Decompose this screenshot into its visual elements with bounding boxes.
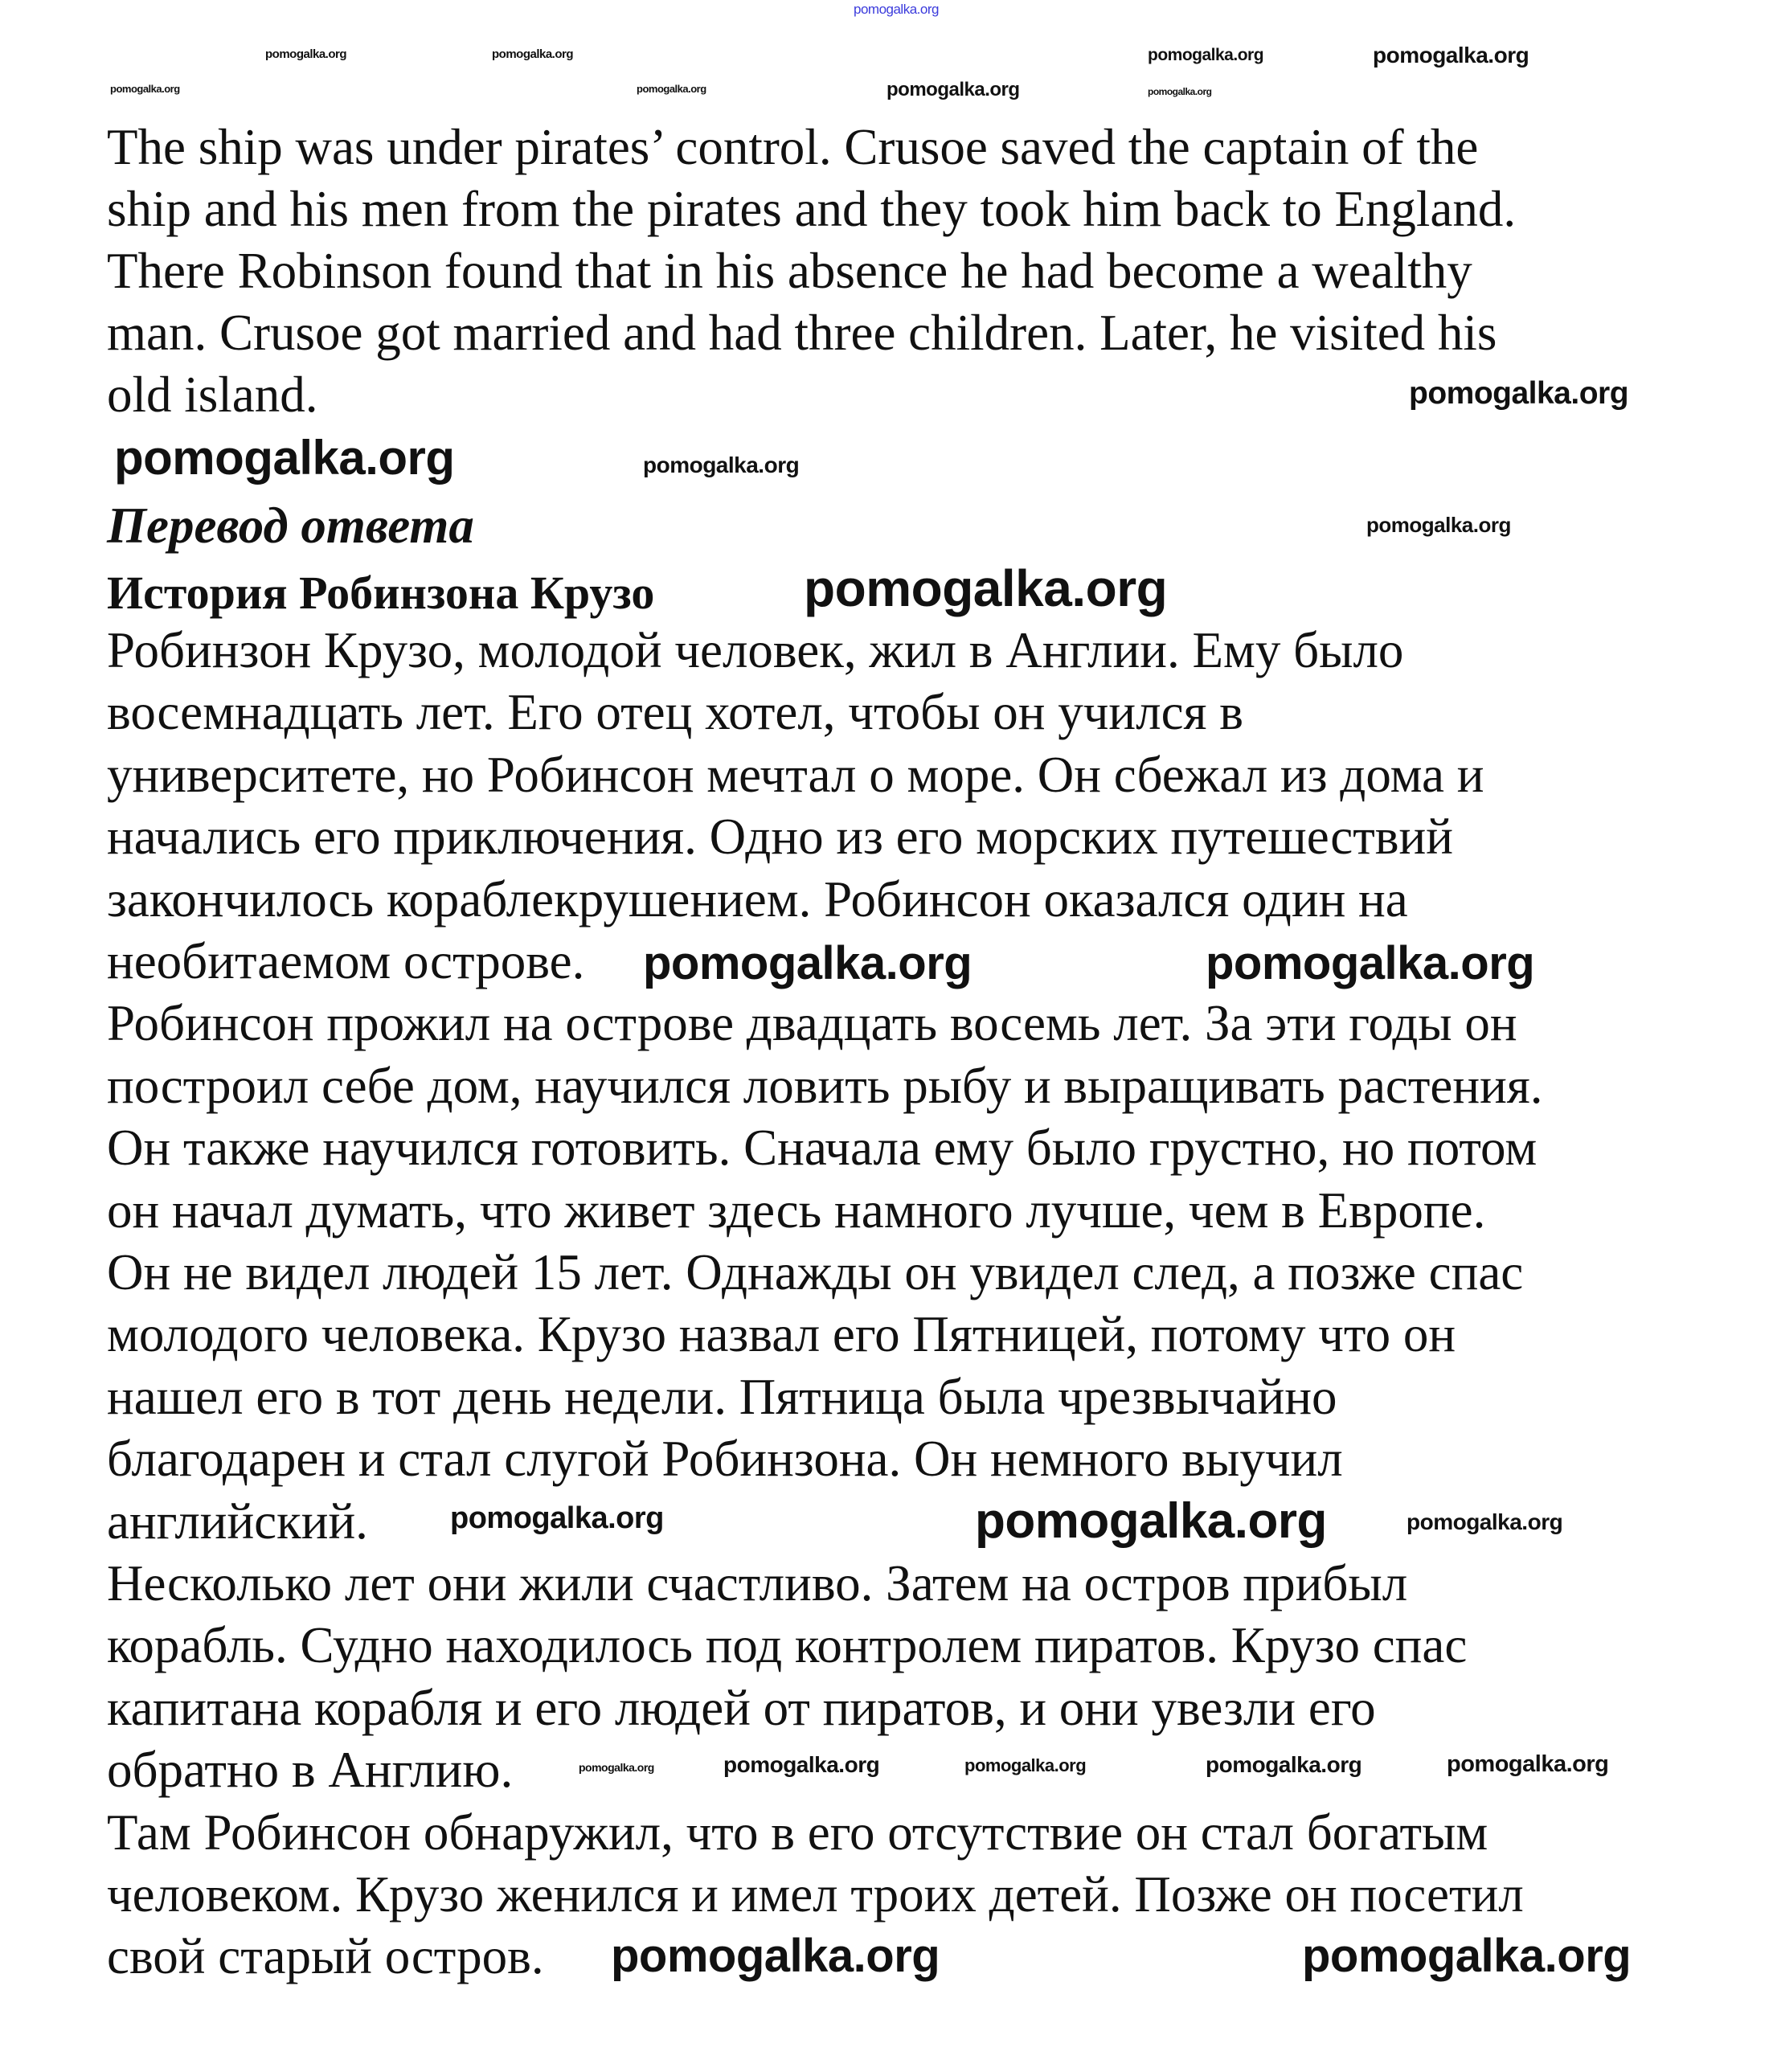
- russian-text-line: закончилось кораблекрушением. Робинсон оказался один на: [107, 871, 1408, 927]
- russian-text-line: Он также научился готовить. Сначала ему было грустно, но потом: [107, 1120, 1538, 1176]
- russian-text-line: Несколько лет они жили счастливо. Затем на остров прибыл: [107, 1555, 1408, 1611]
- russian-text-line: корабль. Судно находилось под контролем пиратов. Крузо спас: [107, 1617, 1468, 1673]
- watermark: pomogalka.org: [886, 79, 1020, 100]
- watermark: pomogalka.org: [1148, 86, 1212, 97]
- russian-text-line: нашел его в тот день недели. Пятница была чрезвычайно: [107, 1369, 1337, 1425]
- watermark: pomogalka.org: [1206, 937, 1535, 989]
- watermark: pomogalka.org: [492, 47, 574, 61]
- translation-heading: Перевод ответа: [107, 498, 474, 554]
- russian-text-line: он начал думать, что живет здесь намного лучше, чем в Европе.: [107, 1182, 1486, 1239]
- russian-text-line: восемнадцать лет. Его отец хотел, чтобы он учился в: [107, 684, 1244, 740]
- russian-text-line: Робинзон Крузо, молодой человек, жил в Англии. Ему было: [107, 622, 1404, 678]
- story-title: История Робинзона Крузо: [107, 567, 655, 619]
- russian-text-line: капитана корабля и его людей от пиратов, и они увезли его: [107, 1680, 1376, 1736]
- watermark: pomogalka.org: [1447, 1751, 1609, 1777]
- english-text-line: man. Crusoe got married and had three children. Later, he visited his: [107, 305, 1497, 361]
- watermark: pomogalka.org: [1407, 1509, 1563, 1534]
- watermark: pomogalka.org: [579, 1761, 654, 1774]
- watermark: pomogalka.org: [1148, 46, 1264, 64]
- watermark: pomogalka.org: [637, 83, 706, 95]
- watermark: pomogalka.org: [854, 2, 939, 17]
- watermark: pomogalka.org: [804, 559, 1168, 617]
- watermark: pomogalka.org: [643, 452, 800, 477]
- russian-text-line: построил себе дом, научился ловить рыбу и выращивать растения.: [107, 1058, 1543, 1114]
- english-text-line: There Robinson found that in his absence he had become a wealthy: [107, 243, 1472, 299]
- english-text-line: The ship was under pirates’ control. Crusoe saved the captain of the: [107, 119, 1479, 175]
- watermark: pomogalka.org: [1206, 1752, 1362, 1777]
- russian-text-line: Он не видел людей 15 лет. Однажды он увидел след, а позже спас: [107, 1244, 1524, 1300]
- russian-text-line: человеком. Крузо женился и имел троих детей. Позже он посетил: [107, 1866, 1524, 1923]
- watermark: pomogalka.org: [1302, 1930, 1632, 1982]
- russian-text-line: свой старый остров.: [107, 1928, 544, 1984]
- russian-text-line: обратно в Англию.: [107, 1742, 514, 1798]
- russian-text-line: Робинсон прожил на острове двадцать восемь лет. За эти годы он: [107, 995, 1517, 1051]
- russian-text-line: английский.: [107, 1493, 368, 1550]
- russian-text-line: необитаемом острове.: [107, 933, 585, 989]
- watermark: pomogalka.org: [110, 83, 180, 95]
- watermark: pomogalka.org: [723, 1752, 880, 1777]
- russian-text-line: университете, но Робинсон мечтал о море. Он сбежал из дома и: [107, 747, 1484, 803]
- watermark: pomogalka.org: [643, 937, 972, 989]
- watermark: pomogalka.org: [1373, 43, 1529, 68]
- watermark: pomogalka.org: [1409, 376, 1629, 411]
- watermark: pomogalka.org: [964, 1755, 1087, 1775]
- watermark: pomogalka.org: [975, 1493, 1327, 1549]
- watermark: pomogalka.org: [1366, 513, 1511, 537]
- watermark: pomogalka.org: [611, 1930, 940, 1982]
- russian-text-line: молодого человека. Крузо назвал его Пятницей, потому что он: [107, 1306, 1456, 1362]
- english-text-line: ship and his men from the pirates and they took him back to England.: [107, 181, 1517, 237]
- russian-text-line: благодарен и стал слугой Робинзона. Он немного выучил: [107, 1431, 1343, 1487]
- watermark: pomogalka.org: [450, 1501, 664, 1535]
- watermark: pomogalka.org: [265, 47, 347, 61]
- english-text-line: old island.: [107, 366, 318, 423]
- russian-text-line: начались его приключения. Одно из его морских путешествий: [107, 809, 1453, 865]
- watermark: pomogalka.org: [114, 431, 455, 485]
- russian-text-line: Там Робинсон обнаружил, что в его отсутствие он стал богатым: [107, 1804, 1488, 1861]
